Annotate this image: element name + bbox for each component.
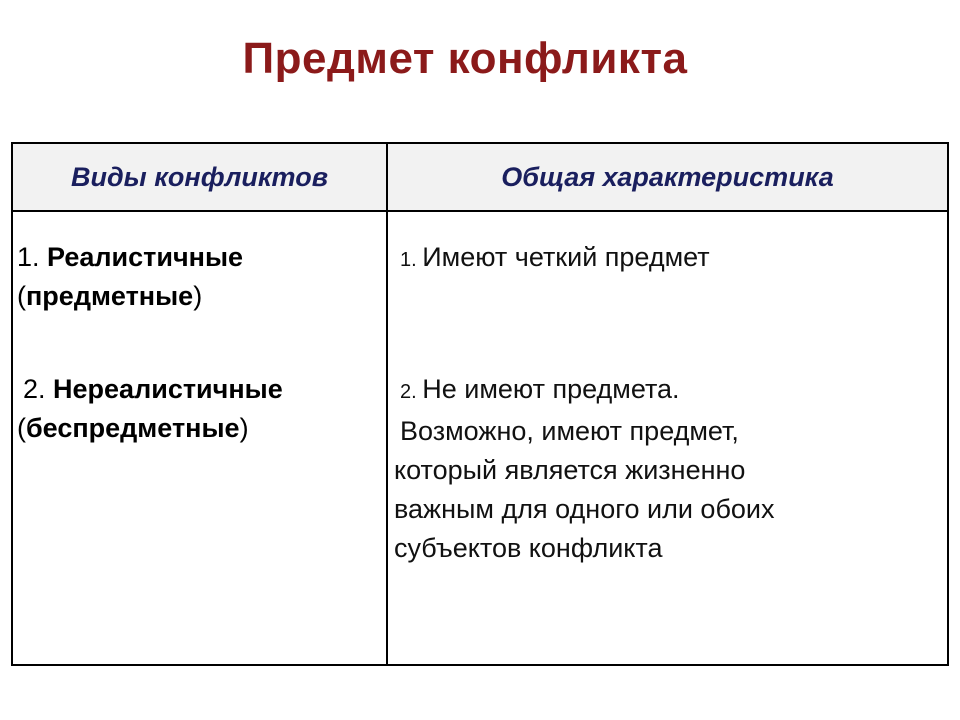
header-conflict-types: Виды конфликтов [12,143,387,211]
item-alt-name: беспредметные [26,413,240,443]
paren-close: ) [239,413,249,443]
conflict-type-realistic [17,238,243,316]
item-name: Нереалистичные [53,374,283,404]
item-alt-name: предметные [26,281,194,311]
desc-line: Возможно, имеют предмет, [400,416,739,446]
desc-line: который является жизненно [394,455,746,485]
characteristic-unrealistic [394,370,934,568]
conflict-table [11,142,949,666]
item-number: 2. [23,374,54,404]
paren-close: ) [193,281,203,311]
characteristics-cell [387,211,948,665]
paren-open: ( [17,413,26,443]
conflict-type-unrealistic [17,370,283,448]
desc-line: важным для одного или обоих [394,494,775,524]
table-header-row [12,143,948,211]
characteristic-realistic [394,238,934,280]
paren-open: ( [17,281,26,311]
slide-title: Предмет конфликта [242,34,688,83]
item-name: Реалистичные [47,242,244,272]
item-number: 1. [400,249,423,271]
desc-line: Имеют четкий предмет [422,242,710,272]
table-row [12,211,948,665]
desc-line: субъектов конфликта [394,533,663,563]
item-number: 2. [400,381,423,403]
conflict-types-cell [12,211,387,665]
header-general-characteristic: Общая характеристика [387,143,948,211]
item-number: 1. [17,242,48,272]
desc-line: Не имеют предмета. [422,374,680,404]
